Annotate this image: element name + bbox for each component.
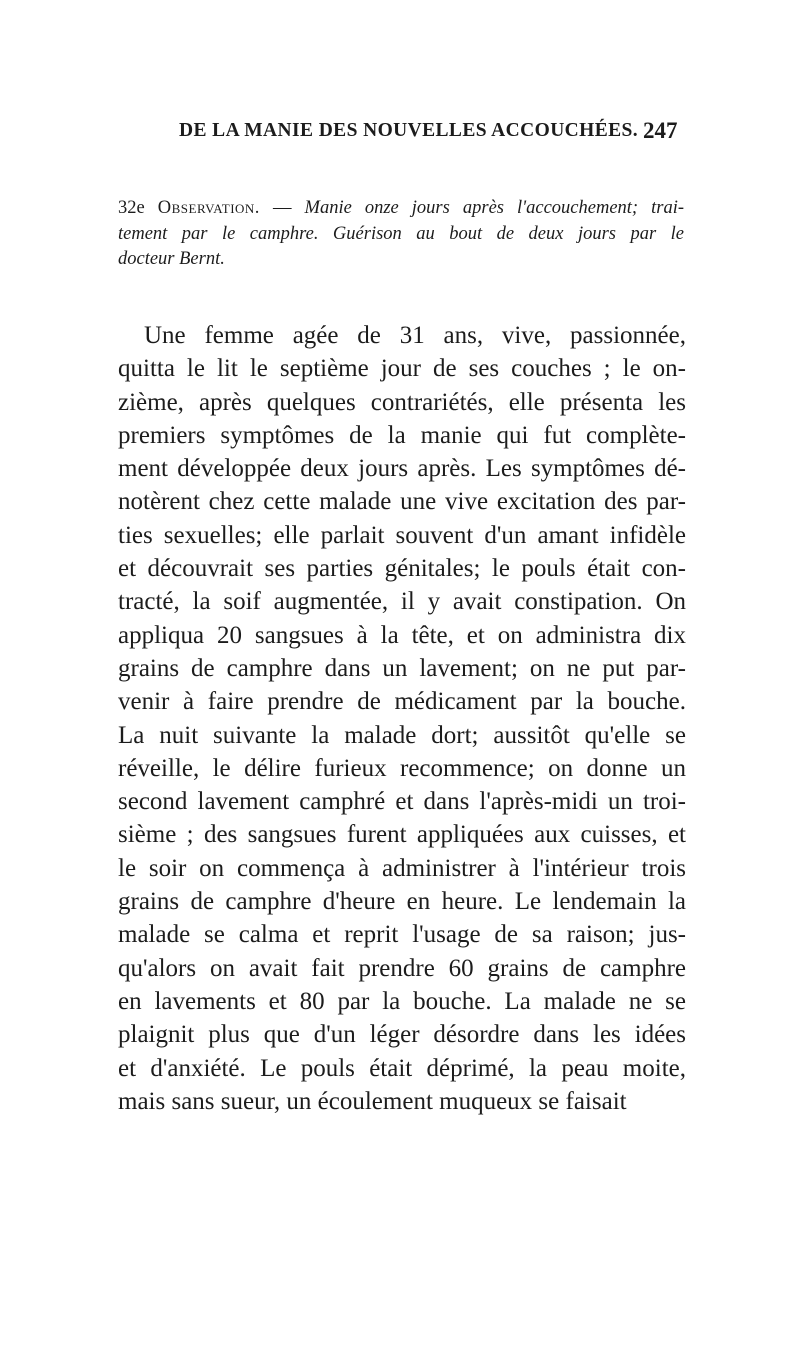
text-line: ties sexuelles; elle parlait souvent d'un amant infidèle [118, 521, 686, 549]
page-number: 247 [643, 118, 678, 143]
text-line: premiers symptômes de la manie qui fut complète- [118, 421, 686, 449]
text-line: et d'anxiété. Le pouls était déprimé, la peau moite, [118, 1054, 686, 1082]
observation-dash: — [259, 198, 305, 218]
observation-label: Observation. [157, 198, 260, 218]
text-line: quitta le lit le septième jour de ses couches ; le on- [118, 355, 686, 383]
observation-number: 32e [118, 198, 145, 218]
text-line: et découvrait ses parties génitales; le pouls était con- [118, 555, 686, 583]
text-line: venir à faire prendre de médicament par la bouche. [118, 688, 686, 716]
text-line: réveille, le délire furieux recommence; on donne un [118, 754, 686, 782]
text-line: plaignit plus que d'un léger désordre dans les idées [118, 1021, 686, 1049]
text-line: qu'alors on avait fait prendre 60 grains de camphre [118, 954, 686, 982]
text-line: grains de camphre d'heure en heure. Le lendemain la [118, 888, 686, 916]
text-line: tracté, la soif augmentée, il y avait constipation. On [118, 588, 686, 616]
body-paragraph [118, 319, 686, 1118]
text-line: Une femme agée de 31 ans, vive, passionnée, [144, 322, 686, 349]
observation-title-line: docteur Bernt. [118, 249, 225, 269]
text-line: appliqua 20 sangsues à la tête, et on administra dix [118, 621, 686, 649]
running-title: DE LA MANIE DES NOUVELLES ACCOUCHÉES. [179, 120, 639, 141]
text-line: mais sans sueur, un écoulement muqueux se faisait [118, 1087, 627, 1115]
text-line: La nuit suivante la malade dort; aussitôt qu'elle se [118, 721, 686, 749]
text-line: grains de camphre dans un lavement; on ne put par- [118, 654, 686, 682]
text-line: le soir on commença à administrer à l'intérieur trois [118, 854, 686, 882]
text-line: ment développée deux jours après. Les symptômes dé- [118, 455, 686, 483]
observation-heading [118, 196, 684, 273]
observation-heading-line-1 [118, 196, 684, 222]
observation-title-line: Manie onze jours après l'accouchement; trai- [304, 198, 684, 218]
text-line: sième ; des sangsues furent appliquées aux cuisses, et [118, 821, 686, 849]
text-line: malade se calma et reprit l'usage de sa raison; jus- [118, 921, 686, 949]
text-line: zième, après quelques contrariétés, elle présenta les [118, 388, 686, 416]
text-line: second lavement camphré et dans l'après-midi un troi- [118, 788, 686, 816]
text-line: notèrent chez cette malade une vive excitation des par- [118, 488, 686, 516]
observation-title-line: tement par le camphre. Guérison au bout de deux jours par le [118, 223, 684, 244]
text-line: en lavements et 80 par la bouche. La malade ne se [118, 987, 686, 1015]
running-header [0, 120, 800, 150]
